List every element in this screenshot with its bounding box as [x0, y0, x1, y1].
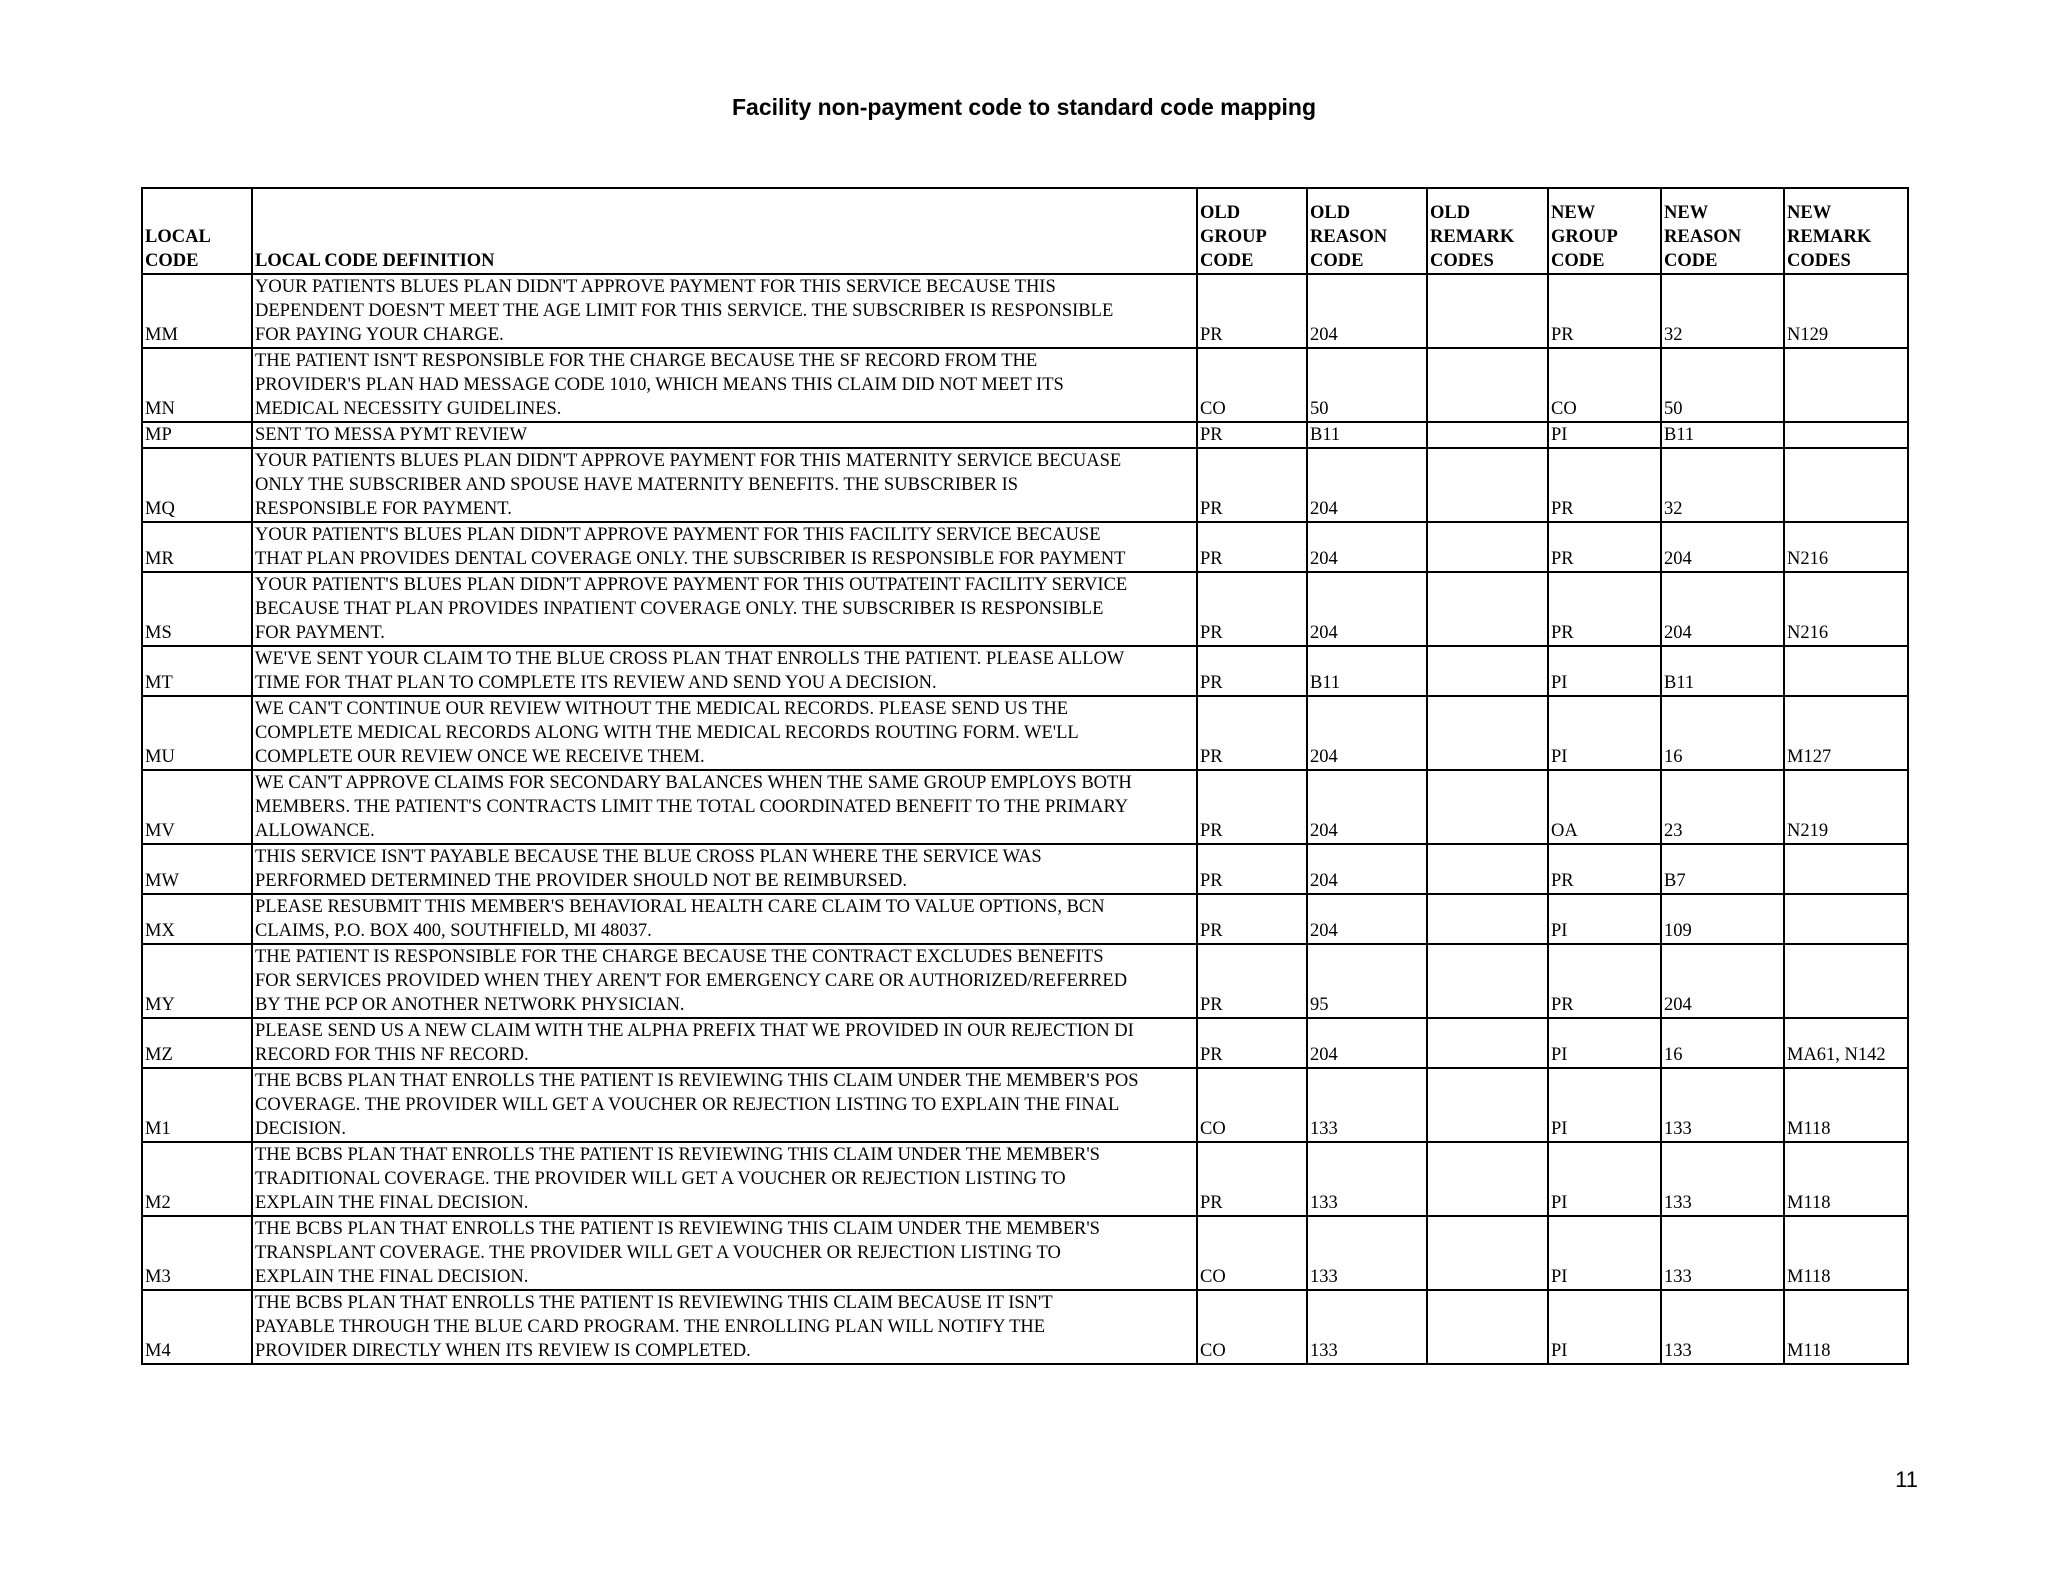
new-reason-code-cell: 109: [1661, 894, 1784, 944]
new-reason-code-cell: 16: [1661, 696, 1784, 770]
definition-line: THE BCBS PLAN THAT ENROLLS THE PATIENT IS REVIEWING THIS CLAIM UNDER THE MEMBER'S POS: [255, 1071, 1139, 1091]
table-row: [142, 448, 1908, 522]
table-row: [142, 844, 1908, 894]
table-row: [142, 696, 1908, 770]
old-group-code-cell: PR: [1197, 274, 1307, 348]
old-group-code-cell: PR: [1197, 522, 1307, 572]
table-row: [142, 944, 1908, 1018]
table-body: [142, 274, 1908, 1364]
old-remark-codes-cell: [1427, 572, 1548, 646]
definition-line: MEDICAL NECESSITY GUIDELINES.: [255, 399, 562, 419]
old-reason-code-cell: 133: [1307, 1068, 1427, 1142]
definition-line: WE CAN'T CONTINUE OUR REVIEW WITHOUT THE MEDICAL RECORDS. PLEASE SEND US THE: [255, 699, 1069, 719]
local-code-cell: MM: [142, 274, 252, 348]
old-remark-codes-cell: [1427, 844, 1548, 894]
definition-line: THE BCBS PLAN THAT ENROLLS THE PATIENT IS REVIEWING THIS CLAIM UNDER THE MEMBER'S: [255, 1145, 1100, 1165]
old-group-code-cell: PR: [1197, 1018, 1307, 1068]
definition-cell: [252, 572, 1197, 646]
table-row: [142, 1142, 1908, 1216]
new-reason-code-cell: 204: [1661, 522, 1784, 572]
new-remark-codes-cell: [1784, 348, 1908, 422]
old-remark-codes-cell: [1427, 1018, 1548, 1068]
new-group-code-cell: PI: [1548, 1216, 1661, 1290]
code-mapping-table: [141, 187, 1909, 1365]
new-reason-code-cell: 50: [1661, 348, 1784, 422]
header-old-remark-codes: OLD REMARK CODES: [1427, 188, 1548, 274]
new-reason-code-cell: B7: [1661, 844, 1784, 894]
local-code-cell: MU: [142, 696, 252, 770]
old-remark-codes-cell: [1427, 448, 1548, 522]
old-remark-codes-cell: [1427, 274, 1548, 348]
definition-line: PLEASE SEND US A NEW CLAIM WITH THE ALPHA PREFIX THAT WE PROVIDED IN OUR REJECTION DI: [255, 1021, 1134, 1041]
new-reason-code-cell: 133: [1661, 1068, 1784, 1142]
local-code-cell: M4: [142, 1290, 252, 1364]
definition-line: COMPLETE MEDICAL RECORDS ALONG WITH THE MEDICAL RECORDS ROUTING FORM. WE'LL: [255, 723, 1079, 743]
definition-cell: [252, 1216, 1197, 1290]
definition-cell: [252, 844, 1197, 894]
table-row: [142, 422, 1908, 448]
definition-line: THE BCBS PLAN THAT ENROLLS THE PATIENT IS REVIEWING THIS CLAIM BECAUSE IT ISN'T: [255, 1293, 1053, 1313]
definition-cell: [252, 894, 1197, 944]
table-row: [142, 348, 1908, 422]
page-title: Facility non-payment code to standard code mapping: [731, 94, 1317, 120]
definition-cell: [252, 1068, 1197, 1142]
new-reason-code-cell: B11: [1661, 646, 1784, 696]
definition-line: FOR PAYING YOUR CHARGE.: [255, 325, 504, 345]
old-group-code-cell: CO: [1197, 348, 1307, 422]
definition-line: TRADITIONAL COVERAGE. THE PROVIDER WILL GET A VOUCHER OR REJECTION LISTING TO: [255, 1169, 1066, 1189]
definition-line: THIS SERVICE ISN'T PAYABLE BECAUSE THE BLUE CROSS PLAN WHERE THE SERVICE WAS: [255, 847, 1042, 867]
definition-line: YOUR PATIENT'S BLUES PLAN DIDN'T APPROVE PAYMENT FOR THIS OUTPATEINT FACILITY SERVICE: [255, 575, 1128, 595]
definition-line: THE PATIENT IS RESPONSIBLE FOR THE CHARGE BECAUSE THE CONTRACT EXCLUDES BENEFITS: [255, 947, 1104, 967]
old-remark-codes-cell: [1427, 422, 1548, 448]
old-group-code-cell: PR: [1197, 894, 1307, 944]
old-reason-code-cell: 95: [1307, 944, 1427, 1018]
definition-line: PERFORMED DETERMINED THE PROVIDER SHOULD NOT BE REIMBURSED.: [255, 871, 907, 891]
old-reason-code-cell: 204: [1307, 844, 1427, 894]
definition-line: PROVIDER'S PLAN HAD MESSAGE CODE 1010, WHICH MEANS THIS CLAIM DID NOT MEET ITS: [255, 375, 1064, 395]
new-remark-codes-cell: [1784, 894, 1908, 944]
definition-cell: [252, 696, 1197, 770]
table-row: [142, 1290, 1908, 1364]
definition-line: PROVIDER DIRECTLY WHEN ITS REVIEW IS COMPLETED.: [255, 1341, 751, 1361]
local-code-cell: MY: [142, 944, 252, 1018]
definition-line: FOR PAYMENT.: [255, 623, 385, 643]
new-reason-code-cell: 204: [1661, 572, 1784, 646]
definition-line: PAYABLE THROUGH THE BLUE CARD PROGRAM. THE ENROLLING PLAN WILL NOTIFY THE: [255, 1317, 1046, 1337]
old-remark-codes-cell: [1427, 1068, 1548, 1142]
local-code-cell: MX: [142, 894, 252, 944]
local-code-cell: MR: [142, 522, 252, 572]
definition-line: EXPLAIN THE FINAL DECISION.: [255, 1193, 529, 1213]
new-group-code-cell: PI: [1548, 1018, 1661, 1068]
new-remark-codes-cell: N129: [1784, 274, 1908, 348]
old-remark-codes-cell: [1427, 770, 1548, 844]
local-code-cell: MQ: [142, 448, 252, 522]
definition-line: RESPONSIBLE FOR PAYMENT.: [255, 499, 512, 519]
local-code-cell: M1: [142, 1068, 252, 1142]
table-row: [142, 646, 1908, 696]
old-remark-codes-cell: [1427, 646, 1548, 696]
old-reason-code-cell: 133: [1307, 1290, 1427, 1364]
local-code-cell: MP: [142, 422, 252, 448]
new-group-code-cell: PI: [1548, 894, 1661, 944]
definition-cell: [252, 274, 1197, 348]
new-group-code-cell: PR: [1548, 572, 1661, 646]
old-reason-code-cell: 133: [1307, 1142, 1427, 1216]
header-new-group-code: NEW GROUP CODE: [1548, 188, 1661, 274]
new-remark-codes-cell: M127: [1784, 696, 1908, 770]
new-remark-codes-cell: M118: [1784, 1216, 1908, 1290]
new-remark-codes-cell: N216: [1784, 522, 1908, 572]
new-reason-code-cell: 204: [1661, 944, 1784, 1018]
definition-line: THE PATIENT ISN'T RESPONSIBLE FOR THE CHARGE BECAUSE THE SF RECORD FROM THE: [255, 351, 1038, 371]
table-row: [142, 1068, 1908, 1142]
page-number: 11: [1895, 1467, 1918, 1492]
definition-cell: [252, 1018, 1197, 1068]
new-remark-codes-cell: N216: [1784, 572, 1908, 646]
old-reason-code-cell: 50: [1307, 348, 1427, 422]
old-group-code-cell: PR: [1197, 696, 1307, 770]
old-remark-codes-cell: [1427, 696, 1548, 770]
new-remark-codes-cell: [1784, 448, 1908, 522]
old-reason-code-cell: 204: [1307, 274, 1427, 348]
table-row: [142, 274, 1908, 348]
old-reason-code-cell: 204: [1307, 522, 1427, 572]
table-row: [142, 572, 1908, 646]
definition-line: EXPLAIN THE FINAL DECISION.: [255, 1267, 529, 1287]
definition-line: SENT TO MESSA PYMT REVIEW: [255, 425, 528, 445]
new-reason-code-cell: 133: [1661, 1290, 1784, 1364]
new-remark-codes-cell: [1784, 646, 1908, 696]
definition-line: CLAIMS, P.O. BOX 400, SOUTHFIELD, MI 48037.: [255, 921, 652, 941]
old-group-code-cell: PR: [1197, 448, 1307, 522]
old-group-code-cell: CO: [1197, 1068, 1307, 1142]
new-remark-codes-cell: [1784, 422, 1908, 448]
new-remark-codes-cell: MA61, N142: [1784, 1018, 1908, 1068]
definition-line: COMPLETE OUR REVIEW ONCE WE RECEIVE THEM.: [255, 747, 705, 767]
new-group-code-cell: PR: [1548, 844, 1661, 894]
table-row: [142, 1216, 1908, 1290]
definition-line: RECORD FOR THIS NF RECORD.: [255, 1045, 529, 1065]
definition-line: DECISION.: [255, 1119, 346, 1139]
old-group-code-cell: CO: [1197, 1290, 1307, 1364]
table-row: [142, 1018, 1908, 1068]
definition-cell: [252, 770, 1197, 844]
table-row: [142, 894, 1908, 944]
definition-line: TRANSPLANT COVERAGE. THE PROVIDER WILL GET A VOUCHER OR REJECTION LISTING TO: [255, 1243, 1061, 1263]
new-group-code-cell: PI: [1548, 646, 1661, 696]
header-old-reason-code: OLD REASON CODE: [1307, 188, 1427, 274]
definition-cell: [252, 422, 1197, 448]
old-reason-code-cell: 204: [1307, 770, 1427, 844]
local-code-cell: MN: [142, 348, 252, 422]
new-group-code-cell: PI: [1548, 422, 1661, 448]
local-code-cell: M2: [142, 1142, 252, 1216]
new-reason-code-cell: 32: [1661, 448, 1784, 522]
definition-line: DEPENDENT DOESN'T MEET THE AGE LIMIT FOR THIS SERVICE. THE SUBSCRIBER IS RESPONSIBLE: [255, 301, 1114, 321]
header-local-code: LOCAL CODE: [142, 188, 252, 274]
old-group-code-cell: PR: [1197, 770, 1307, 844]
old-group-code-cell: PR: [1197, 646, 1307, 696]
old-reason-code-cell: 133: [1307, 1216, 1427, 1290]
header-new-remark-codes: NEW REMARK CODES: [1784, 188, 1908, 274]
definition-cell: [252, 448, 1197, 522]
old-group-code-cell: PR: [1197, 944, 1307, 1018]
new-reason-code-cell: 16: [1661, 1018, 1784, 1068]
definition-line: ONLY THE SUBSCRIBER AND SPOUSE HAVE MATERNITY BENEFITS. THE SUBSCRIBER IS: [255, 475, 1019, 495]
new-remark-codes-cell: M118: [1784, 1142, 1908, 1216]
old-remark-codes-cell: [1427, 348, 1548, 422]
definition-line: PLEASE RESUBMIT THIS MEMBER'S BEHAVIORAL HEALTH CARE CLAIM TO VALUE OPTIONS, BCN: [255, 897, 1105, 917]
definition-line: YOUR PATIENTS BLUES PLAN DIDN'T APPROVE PAYMENT FOR THIS MATERNITY SERVICE BECUASE: [255, 451, 1122, 471]
new-group-code-cell: PR: [1548, 448, 1661, 522]
local-code-cell: MV: [142, 770, 252, 844]
new-remark-codes-cell: [1784, 844, 1908, 894]
new-group-code-cell: PR: [1548, 944, 1661, 1018]
old-group-code-cell: CO: [1197, 1216, 1307, 1290]
header-old-group-code: OLD GROUP CODE: [1197, 188, 1307, 274]
definition-line: TIME FOR THAT PLAN TO COMPLETE ITS REVIEW AND SEND YOU A DECISION.: [255, 673, 937, 693]
header-row: [142, 188, 1908, 274]
old-group-code-cell: PR: [1197, 422, 1307, 448]
table-row: [142, 522, 1908, 572]
definition-line: WE'VE SENT YOUR CLAIM TO THE BLUE CROSS PLAN THAT ENROLLS THE PATIENT. PLEASE ALLOW: [255, 649, 1125, 669]
new-reason-code-cell: 23: [1661, 770, 1784, 844]
old-reason-code-cell: 204: [1307, 1018, 1427, 1068]
old-reason-code-cell: 204: [1307, 572, 1427, 646]
old-reason-code-cell: B11: [1307, 646, 1427, 696]
definition-line: WE CAN'T APPROVE CLAIMS FOR SECONDARY BALANCES WHEN THE SAME GROUP EMPLOYS BOTH: [255, 773, 1132, 793]
new-reason-code-cell: 133: [1661, 1216, 1784, 1290]
definition-cell: [252, 1290, 1197, 1364]
new-group-code-cell: PI: [1548, 1142, 1661, 1216]
local-code-cell: MZ: [142, 1018, 252, 1068]
old-reason-code-cell: B11: [1307, 422, 1427, 448]
definition-cell: [252, 1142, 1197, 1216]
definition-line: ALLOWANCE.: [255, 821, 375, 841]
old-remark-codes-cell: [1427, 1216, 1548, 1290]
old-remark-codes-cell: [1427, 1142, 1548, 1216]
old-group-code-cell: PR: [1197, 844, 1307, 894]
table-row: [142, 770, 1908, 844]
definition-line: BECAUSE THAT PLAN PROVIDES INPATIENT COVERAGE ONLY. THE SUBSCRIBER IS RESPONSIBLE: [255, 599, 1104, 619]
new-remark-codes-cell: N219: [1784, 770, 1908, 844]
definition-line: THAT PLAN PROVIDES DENTAL COVERAGE ONLY. THE SUBSCRIBER IS RESPONSIBLE FOR PAYMENT: [255, 549, 1126, 569]
old-remark-codes-cell: [1427, 944, 1548, 1018]
old-reason-code-cell: 204: [1307, 894, 1427, 944]
old-group-code-cell: PR: [1197, 572, 1307, 646]
definition-cell: [252, 348, 1197, 422]
definition-line: MEMBERS. THE PATIENT'S CONTRACTS LIMIT THE TOTAL COORDINATED BENEFIT TO THE PRIMARY: [255, 797, 1129, 817]
new-group-code-cell: OA: [1548, 770, 1661, 844]
new-group-code-cell: PI: [1548, 1068, 1661, 1142]
old-remark-codes-cell: [1427, 894, 1548, 944]
definition-line: YOUR PATIENTS BLUES PLAN DIDN'T APPROVE PAYMENT FOR THIS SERVICE BECAUSE THIS: [255, 277, 1056, 297]
definition-cell: [252, 944, 1197, 1018]
definition-cell: [252, 646, 1197, 696]
old-reason-code-cell: 204: [1307, 448, 1427, 522]
definition-line: YOUR PATIENT'S BLUES PLAN DIDN'T APPROVE PAYMENT FOR THIS FACILITY SERVICE BECAUSE: [255, 525, 1101, 545]
new-group-code-cell: CO: [1548, 348, 1661, 422]
definition-line: COVERAGE. THE PROVIDER WILL GET A VOUCHER OR REJECTION LISTING TO EXPLAIN THE FINAL: [255, 1095, 1120, 1115]
new-reason-code-cell: 133: [1661, 1142, 1784, 1216]
new-group-code-cell: PI: [1548, 696, 1661, 770]
local-code-cell: MT: [142, 646, 252, 696]
new-group-code-cell: PI: [1548, 1290, 1661, 1364]
definition-line: BY THE PCP OR ANOTHER NETWORK PHYSICIAN.: [255, 995, 685, 1015]
new-group-code-cell: PR: [1548, 522, 1661, 572]
definition-cell: [252, 522, 1197, 572]
definition-line: THE BCBS PLAN THAT ENROLLS THE PATIENT IS REVIEWING THIS CLAIM UNDER THE MEMBER'S: [255, 1219, 1100, 1239]
new-reason-code-cell: 32: [1661, 274, 1784, 348]
new-remark-codes-cell: [1784, 944, 1908, 1018]
old-group-code-cell: PR: [1197, 1142, 1307, 1216]
local-code-cell: M3: [142, 1216, 252, 1290]
new-remark-codes-cell: M118: [1784, 1068, 1908, 1142]
new-reason-code-cell: B11: [1661, 422, 1784, 448]
new-remark-codes-cell: M118: [1784, 1290, 1908, 1364]
old-remark-codes-cell: [1427, 1290, 1548, 1364]
definition-line: FOR SERVICES PROVIDED WHEN THEY AREN'T FOR EMERGENCY CARE OR AUTHORIZED/REFERRED: [255, 971, 1128, 991]
header-definition: LOCAL CODE DEFINITION: [252, 188, 1197, 274]
local-code-cell: MS: [142, 572, 252, 646]
old-reason-code-cell: 204: [1307, 696, 1427, 770]
old-remark-codes-cell: [1427, 522, 1548, 572]
new-group-code-cell: PR: [1548, 274, 1661, 348]
local-code-cell: MW: [142, 844, 252, 894]
header-new-reason-code: NEW REASON CODE: [1661, 188, 1784, 274]
